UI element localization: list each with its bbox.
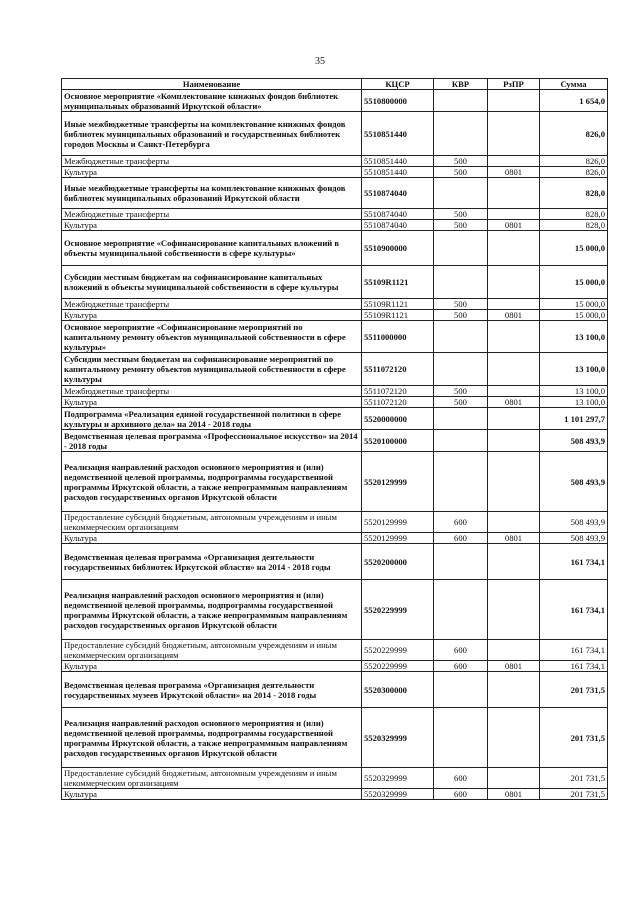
cell-sum: 1 101 297,7 [540,408,608,430]
cell-name: Ведомственная целевая программа «Организация деятельности государственных библиотек Иркутской области» на 2014 - 2018 годы [62,544,362,580]
cell-kcsr: 5511072120 [362,397,434,408]
cell-sum: 161 734,1 [540,640,608,661]
cell-kvr: 500 [434,167,488,178]
cell-rzpr [488,353,540,386]
budget-table [61,78,608,800]
cell-kcsr: 5520200000 [362,544,434,580]
table-row [62,321,608,353]
cell-name: Ведомственная целевая программа «Организация деятельности государственных музеев Иркутской области» на 2014 - 2018 годы [62,672,362,708]
cell-rzpr: 0801 [488,661,540,672]
cell-name: Межбюджетные трансферты [62,386,362,397]
header-rzpr: РзПР [488,79,540,90]
cell-kcsr: 5520229999 [362,640,434,661]
cell-sum: 15 000,0 [540,231,608,266]
cell-kcsr: 55109R1121 [362,310,434,321]
cell-kcsr: 5520129999 [362,512,434,533]
header-kvr: КВР [434,79,488,90]
cell-name: Культура [62,661,362,672]
cell-name: Культура [62,167,362,178]
table-header-row [62,79,608,90]
table-row [62,209,608,220]
table-row [62,231,608,266]
cell-name: Культура [62,310,362,321]
cell-rzpr [488,672,540,708]
cell-kcsr: 5520229999 [362,661,434,672]
header-kcsr: КЦСР [362,79,434,90]
cell-name: Предоставление субсидий бюджетным, автономным учреждениям и иным некоммерческим организациям [62,512,362,533]
cell-rzpr [488,231,540,266]
cell-kvr: 600 [434,512,488,533]
cell-rzpr: 0801 [488,310,540,321]
cell-sum: 508 493,9 [540,512,608,533]
cell-rzpr [488,112,540,156]
cell-kcsr: 5510900000 [362,231,434,266]
cell-name: Реализация направлений расходов основного мероприятия и (или) ведомственной целевой программы, подпрограммы государственной программы Иркутской области, а также непрограммным направлениям расходов государственных органов Иркутской области [62,708,362,768]
cell-name: Подпрограмма «Реализация единой государственной политики в сфере культуры и архивного дела» на 2014 - 2018 годы [62,408,362,430]
cell-kvr: 500 [434,220,488,231]
table-row [62,266,608,299]
cell-kcsr: 5510874040 [362,220,434,231]
cell-rzpr [488,178,540,209]
cell-rzpr [488,156,540,167]
cell-rzpr [488,430,540,452]
cell-kvr: 500 [434,209,488,220]
cell-kcsr: 5510851440 [362,112,434,156]
cell-sum: 201 731,5 [540,672,608,708]
cell-rzpr [488,90,540,112]
cell-kvr [434,112,488,156]
cell-sum: 13 100,0 [540,386,608,397]
cell-rzpr [488,512,540,533]
cell-name: Культура [62,220,362,231]
cell-kvr [434,672,488,708]
cell-kcsr: 5520329999 [362,708,434,768]
table-row [62,353,608,386]
cell-kvr: 600 [434,661,488,672]
cell-kvr: 600 [434,533,488,544]
cell-sum: 828,0 [540,220,608,231]
cell-sum: 1 654,0 [540,90,608,112]
cell-sum: 508 493,9 [540,533,608,544]
cell-kvr [434,231,488,266]
cell-kvr [434,452,488,512]
cell-kvr [434,353,488,386]
cell-rzpr [488,452,540,512]
table-row [62,672,608,708]
cell-name: Реализация направлений расходов основного мероприятия и (или) ведомственной целевой программы, подпрограммы государственной программы Иркутской области, а также непрограммным направлениям расходов государственных органов Иркутской области [62,452,362,512]
cell-sum: 201 731,5 [540,789,608,800]
table-row [62,768,608,789]
cell-name: Культура [62,397,362,408]
cell-kvr: 500 [434,299,488,310]
cell-kvr [434,708,488,768]
cell-name: Основное мероприятие «Софинансирование капитальных вложений в объекты муниципальной собственности в сфере культуры» [62,231,362,266]
cell-kcsr: 5510800000 [362,90,434,112]
cell-name: Предоставление субсидий бюджетным, автономным учреждениям и иным некоммерческим организациям [62,768,362,789]
cell-kvr: 500 [434,310,488,321]
cell-kvr [434,544,488,580]
cell-name: Субсидии местным бюджетам на софинансирование мероприятий по капитальному ремонту объектов муниципальной собственности в сфере культуры [62,353,362,386]
table-row [62,661,608,672]
cell-sum: 826,0 [540,167,608,178]
cell-name: Межбюджетные трансферты [62,299,362,310]
cell-sum: 13 100,0 [540,321,608,353]
cell-name: Иные межбюджетные трансферты на комплектование книжных фондов библиотек муниципальных образований Иркутской области [62,178,362,209]
cell-sum: 13 100,0 [540,397,608,408]
cell-name: Межбюджетные трансферты [62,156,362,167]
table-row [62,580,608,640]
table-row [62,544,608,580]
table-row [62,789,608,800]
table-row [62,533,608,544]
cell-kvr: 600 [434,640,488,661]
cell-sum: 201 731,5 [540,768,608,789]
cell-kvr: 600 [434,768,488,789]
cell-kcsr: 5510874040 [362,209,434,220]
cell-name: Культура [62,789,362,800]
cell-kvr: 500 [434,386,488,397]
table-row [62,112,608,156]
cell-rzpr: 0801 [488,220,540,231]
cell-name: Реализация направлений расходов основного мероприятия и (или) ведомственной целевой программы, подпрограммы государственной программы Иркутской области, а также непрограммным направлениям расходов государственных органов Иркутской области [62,580,362,640]
cell-sum: 15 000,0 [540,266,608,299]
cell-kcsr: 5520000000 [362,408,434,430]
table-row [62,386,608,397]
cell-name: Основное мероприятие «Софинансирование мероприятий по капитальному ремонту объектов муниципальной собственности в сфере культуры» [62,321,362,353]
cell-kcsr: 55109R1121 [362,299,434,310]
cell-kcsr: 5520329999 [362,789,434,800]
cell-rzpr [488,544,540,580]
cell-sum: 508 493,9 [540,452,608,512]
cell-kvr [434,430,488,452]
table-row [62,708,608,768]
cell-rzpr [488,299,540,310]
cell-kcsr: 5520100000 [362,430,434,452]
cell-rzpr [488,266,540,299]
cell-sum: 828,0 [540,178,608,209]
table-row [62,220,608,231]
cell-kcsr: 5520129999 [362,533,434,544]
cell-kcsr: 55109R1121 [362,266,434,299]
cell-kcsr: 5511072120 [362,353,434,386]
cell-rzpr: 0801 [488,397,540,408]
cell-name: Межбюджетные трансферты [62,209,362,220]
cell-rzpr [488,408,540,430]
cell-sum: 15 000,0 [540,299,608,310]
cell-rzpr: 0801 [488,167,540,178]
table-row [62,167,608,178]
header-name: Наименование [62,79,362,90]
cell-rzpr: 0801 [488,533,540,544]
cell-name: Культура [62,533,362,544]
cell-kvr: 500 [434,397,488,408]
cell-rzpr [488,708,540,768]
cell-name: Предоставление субсидий бюджетным, автономным учреждениям и иным некоммерческим организациям [62,640,362,661]
cell-kvr: 500 [434,156,488,167]
cell-rzpr [488,580,540,640]
cell-rzpr [488,768,540,789]
cell-sum: 508 493,9 [540,430,608,452]
table-row [62,299,608,310]
cell-rzpr: 0801 [488,789,540,800]
cell-kcsr: 5511072120 [362,386,434,397]
cell-rzpr [488,386,540,397]
cell-rzpr [488,640,540,661]
cell-kcsr: 5511000000 [362,321,434,353]
cell-kvr: 600 [434,789,488,800]
table-row [62,178,608,209]
cell-kcsr: 5510874040 [362,178,434,209]
table-row [62,408,608,430]
cell-kvr [434,90,488,112]
cell-sum: 201 731,5 [540,708,608,768]
table-row [62,430,608,452]
table-row [62,397,608,408]
page-number: 35 [315,56,325,67]
table-row [62,156,608,167]
header-sum: Сумма [540,79,608,90]
cell-sum: 161 734,1 [540,580,608,640]
cell-sum: 13 100,0 [540,353,608,386]
cell-sum: 826,0 [540,112,608,156]
cell-rzpr [488,321,540,353]
cell-kcsr: 5510851440 [362,167,434,178]
cell-sum: 826,0 [540,156,608,167]
table-row [62,452,608,512]
table-row [62,90,608,112]
cell-sum: 15 000,0 [540,310,608,321]
table-row [62,640,608,661]
cell-kvr [434,408,488,430]
cell-sum: 161 734,1 [540,544,608,580]
cell-kvr [434,178,488,209]
cell-kvr [434,580,488,640]
cell-kvr [434,266,488,299]
cell-kcsr: 5520129999 [362,452,434,512]
cell-kcsr: 5520300000 [362,672,434,708]
cell-kcsr: 5510851440 [362,156,434,167]
cell-kvr [434,321,488,353]
cell-rzpr [488,209,540,220]
cell-name: Основное мероприятие «Комплектование книжных фондов библиотек муниципальных образований Иркутской области» [62,90,362,112]
cell-name: Субсидии местным бюджетам на софинансирование капитальных вложений в объекты муниципальной собственности в сфере культуры [62,266,362,299]
table-row [62,512,608,533]
cell-kcsr: 5520329999 [362,768,434,789]
cell-sum: 828,0 [540,209,608,220]
cell-kcsr: 5520229999 [362,580,434,640]
cell-name: Ведомственная целевая программа «Профессиональное искусство» на 2014 - 2018 годы [62,430,362,452]
cell-sum: 161 734,1 [540,661,608,672]
table-row [62,310,608,321]
cell-name: Иные межбюджетные трансферты на комплектование книжных фондов библиотек муниципальных образований и государственных библиотек городов Москвы и Санкт-Петербурга [62,112,362,156]
